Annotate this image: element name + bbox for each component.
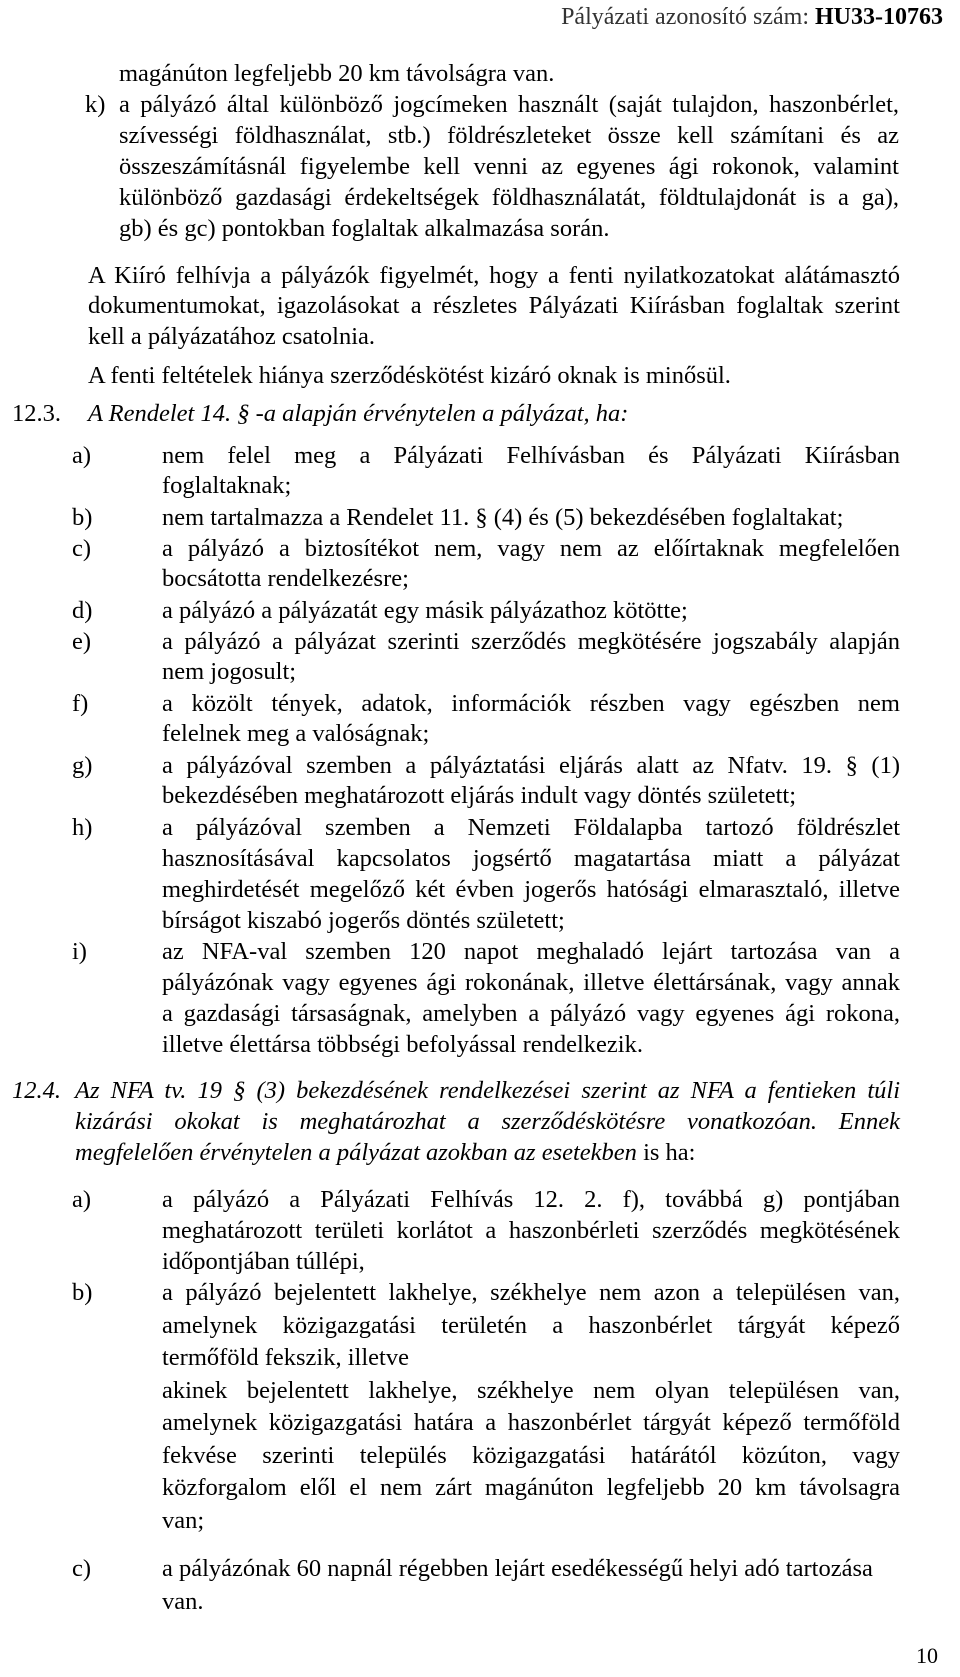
list-item: az NFA-val szemben 120 napot meghaladó lejárt tartozása van a <box>162 938 900 965</box>
item-label: b) <box>72 504 93 531</box>
list-item: pályázónak vagy egyenes ági rokonának, illetve élettársának, vagy annak <box>162 969 900 996</box>
list-item: bocsátotta rendelkezésre; <box>162 565 409 592</box>
list-item: meghirdetését megelőző két évben jogerős hatósági elmarasztaló, illetve <box>162 876 900 903</box>
text-line: a pályázó által különböző jogcímeken használt (saját tulajdon, haszonbérlet, <box>119 91 899 118</box>
item-label: i) <box>72 938 87 965</box>
list-item: közforgalom elől el nem zárt magánúton legfeljebb 20 km távolsagra <box>162 1474 900 1501</box>
list-item: a pályázó a biztosítékot nem, vagy nem az előírtaknak megfelelően <box>162 535 900 562</box>
list-item: hasznosításával kapcsolatos jogsértő magatartása miatt a pályázat <box>162 845 900 872</box>
list-item: a pályázóval szemben a pályáztatási eljárás alatt az Nfatv. 19. § (1) <box>162 752 900 779</box>
list-item: felelnek meg a valóságnak; <box>162 720 430 747</box>
item-label: f) <box>72 690 89 717</box>
list-item: a pályázóval szemben a Nemzeti Földalapba tartozó földrészlet <box>162 814 900 841</box>
text-line: kell a pályázatához csatolnia. <box>88 323 376 350</box>
item-label: b) <box>72 1279 93 1306</box>
text-line: A Kiíró felhívja a pályázók figyelmét, hogy a fenti nyilatkozatokat alátámasztó <box>88 262 900 289</box>
list-item: a pályázó bejelentett lakhelye, székhelye nem azon a településen van, <box>162 1279 900 1306</box>
list-item: nem tartalmazza a Rendelet 11. § (4) és (5) bekezdésében foglaltakat; <box>162 504 844 531</box>
list-item: akinek bejelentett lakhelye, székhelye nem olyan településen van, <box>162 1377 900 1404</box>
text-line: A fenti feltételek hiánya szerződéskötést kizáró oknak is minősül. <box>88 362 731 389</box>
list-item: fekvése szerinti település közigazgatási határától közúton, vagy <box>162 1442 900 1469</box>
list-item: van. <box>162 1588 204 1615</box>
text-line: különböző gazdasági érdekeltségek földhasználatát, földtulajdonát is a ga), <box>119 184 899 211</box>
item-label: a) <box>72 1186 92 1213</box>
list-item: nem felel meg a Pályázati Felhívásban és Pályázati Kiírásban <box>162 442 900 469</box>
item-label: h) <box>72 814 93 841</box>
list-item: a pályázó a pályázatát egy másik pályázathoz kötötte; <box>162 597 688 624</box>
list-item: a közölt tények, adatok, információk részben vagy egészben nem <box>162 690 900 717</box>
list-item: a pályázó a Pályázati Felhívás 12. 2. f), továbbá g) pontjában <box>162 1186 900 1213</box>
page-header: Pályázati azonosító szám: HU33-10763 <box>561 4 943 30</box>
item-label: a) <box>72 442 92 469</box>
list-item: amelynek közigazgatási határa a haszonbérlet tárgyát képező termőföld <box>162 1409 900 1436</box>
section-number: 12.4. <box>12 1077 61 1104</box>
item-label: e) <box>72 628 92 655</box>
list-item: bekezdésében meghatározott eljárás indult vagy döntés született; <box>162 782 797 809</box>
list-item: illetve élettársa többségi befolyással rendelkezik. <box>162 1031 643 1058</box>
text-line: gb) és gc) pontokban foglaltak alkalmazása során. <box>119 215 610 242</box>
application-id: HU33-10763 <box>815 4 943 30</box>
section-heading: Az NFA tv. 19 § (3) bekezdésének rendelkezései szerint az NFA a fentieken túli <box>75 1077 900 1104</box>
list-item: meghatározott területi korlátot a haszonbérleti szerződés megkötésének <box>162 1217 900 1244</box>
item-label: c) <box>72 1555 92 1582</box>
list-item: a pályázónak 60 napnál régebben lejárt esedékességű helyi adó tartozása <box>162 1555 873 1582</box>
section-heading: kizárási okokat is meghatározhat a szerződéskötésre vonatkozóan. Ennek <box>75 1108 900 1135</box>
page-number: 10 <box>916 1643 938 1668</box>
text-line: dokumentumokat, igazolásokat a részletes Pályázati Kiírásban foglaltak szerint <box>88 292 900 319</box>
list-item: nem jogosult; <box>162 658 297 685</box>
list-item: van; <box>162 1507 205 1534</box>
list-item: foglaltaknak; <box>162 472 292 499</box>
list-item: a pályázó a pályázat szerinti szerződés megkötésére jogszabály alapján <box>162 628 900 655</box>
list-item: időpontjában túllépi, <box>162 1248 365 1275</box>
item-label: k) <box>85 91 106 118</box>
text-line: szívességi földhasználat, stb.) földrészleteket össze kell számítani és az <box>119 122 899 149</box>
item-label: c) <box>72 535 92 562</box>
section-heading: megfelelően érvénytelen a pályázat azokban az esetekben is ha: <box>75 1139 696 1166</box>
text-line: összeszámításnál figyelembe kell venni az egyenes ági rokonok, valamint <box>119 153 899 180</box>
item-label: d) <box>72 597 93 624</box>
list-item: a gazdasági társaságnak, amelyben a pályázó vagy egyenes ági rokona, <box>162 1000 900 1027</box>
list-item: termőföld fekszik, illetve <box>162 1344 409 1371</box>
list-item: amelynek közigazgatási területén a haszonbérlet tárgyát képező <box>162 1312 900 1339</box>
section-number: 12.3. <box>12 400 61 427</box>
item-label: g) <box>72 752 93 779</box>
section-heading: A Rendelet 14. § -a alapján érvénytelen a pályázat, ha: <box>88 400 629 427</box>
list-item: bírságot kiszabó jogerős döntés született; <box>162 907 565 934</box>
text-line: magánúton legfeljebb 20 km távolságra van. <box>119 60 555 87</box>
